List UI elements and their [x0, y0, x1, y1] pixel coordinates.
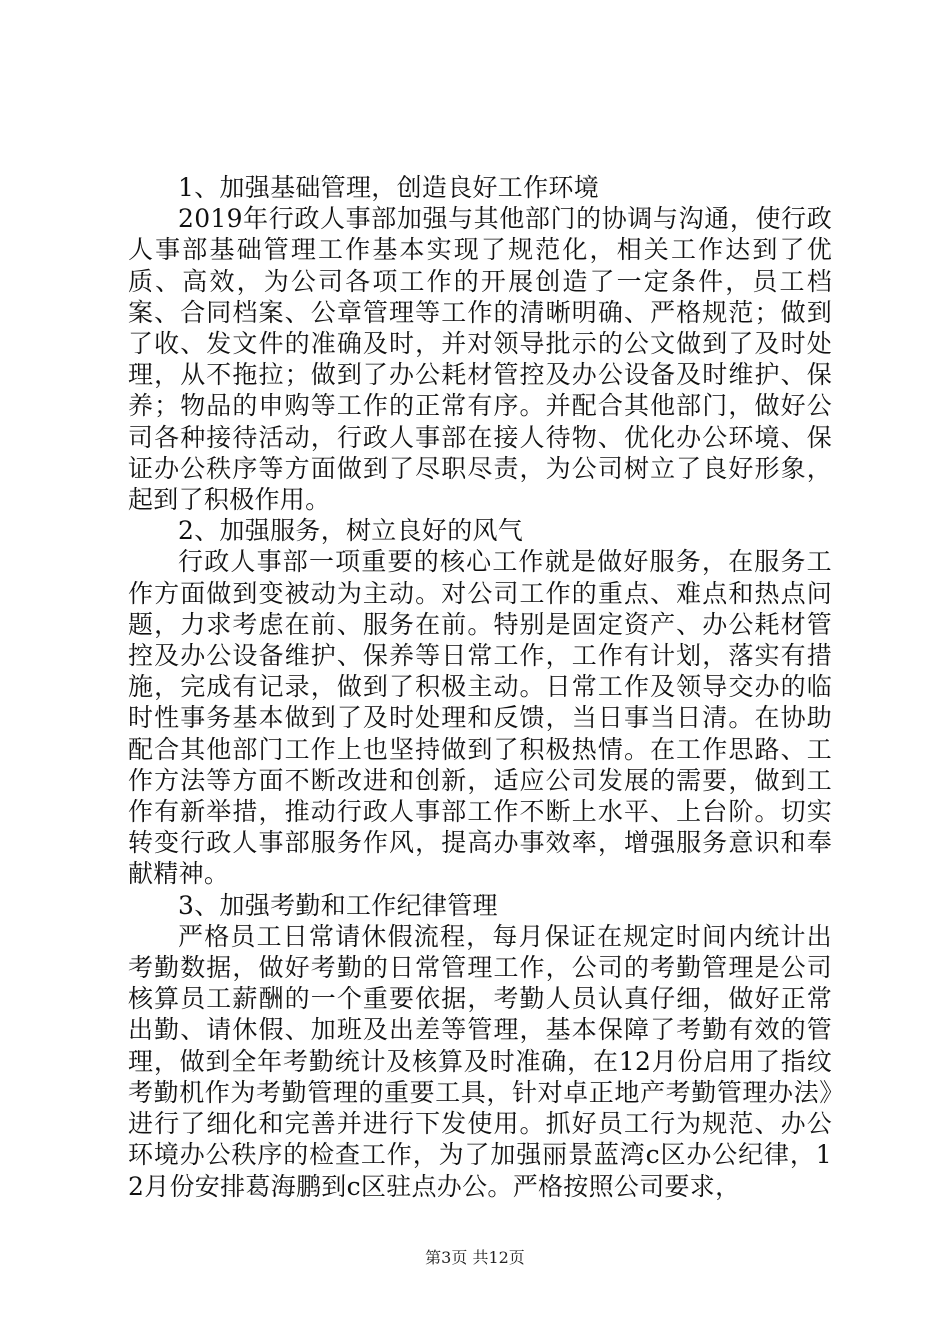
section-heading-1: 1、加强基础管理，创造良好工作环境 [178, 173, 600, 202]
body-paragraph-3: 严格员工日常请休假流程，每月保证在规定时间内统计出考勤数据，做好考勤的日常管理工作，公司的考勤管理是公司核算员工薪酬的一个重要依据，考勤人员认真仔细，做好正常出勤、请休假、加班及出差等管理，基本保障了考勤有效的管理，做到全年考勤统计及核算及时准确，在12月份启用了指纹考勤机作为考勤管理的重要工具，针对卓正地产考勤管理办法》进行了细化和完善并进行下发使用。抓好员工行为规范、办公环境办公秩序的检查工作，为了加强丽景蓝湾c区办公纪律，12月份安排葛海鹏到c区驻点办公。严格按照公司要求， [128, 921, 832, 1201]
section-heading-3: 3、加强考勤和工作纪律管理 [178, 890, 498, 920]
body-paragraph-2: 行政人事部一项重要的核心工作就是做好服务，在服务工作方面做到变被动为主动。对公司工作的重点、难点和热点问题，力求考虑在前、服务在前。特别是固定资产、办公耗材管控及办公设备维护、保养等日常工作，工作有计划，落实有措施，完成有记录，做到了积极主动。日常工作及领导交办的临时性事务基本做到了及时处理和反馈，当日事当日清。在协助配合其他部门工作上也坚持做到了积极热情。在工作思路、工作方法等方面不断改进和创新，适应公司发展的需要，做到工作有新举措，推动行政人事部工作不断上水平、上台阶。切实转变行政人事部服务作风，提高办事效率，增强服务意识和奉献精神。 [128, 547, 832, 889]
section-heading-2: 2、加强服务，树立良好的风气 [178, 516, 524, 546]
body-paragraph-1: 2019年行政人事部加强与其他部门的协调与沟通，使行政人事部基础管理工作基本实现了规范化，相关工作达到了优质、高效，为公司各项工作的开展创造了一定条件，员工档案、合同档案、公章管理等工作的清晰明确、严格规范；做到了收、发文件的准确及时，并对领导批示的公文做到了及时处理，从不拖拉；做到了办公耗材管控及办公设备及时维护、保养；物品的申购等工作的正常有序。并配合其他部门，做好公司各种接待活动，行政人事部在接人待物、优化办公环境、保证办公秩序等方面做到了尽职尽责，为公司树立了良好形象，起到了积极作用。 [128, 204, 832, 515]
document-body [128, 172, 832, 1202]
page-footer: 第3页 共12页 [425, 1248, 525, 1267]
